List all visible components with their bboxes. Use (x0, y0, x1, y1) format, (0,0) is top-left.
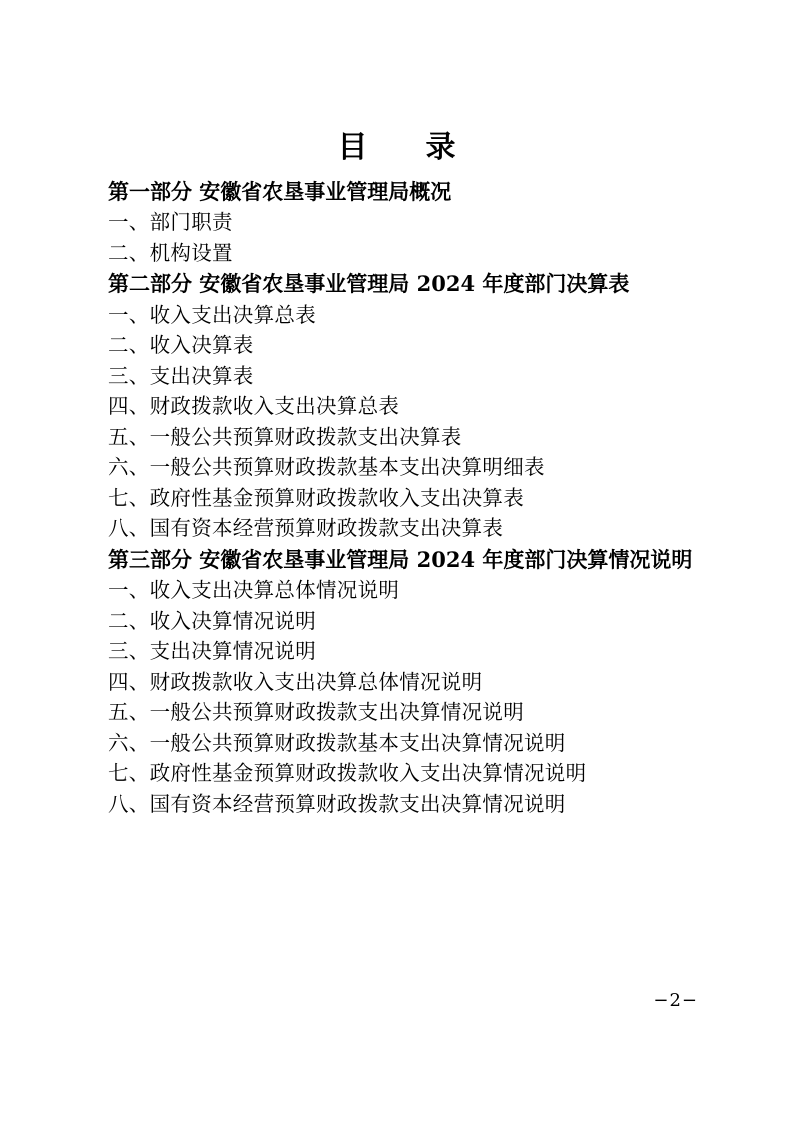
toc-entry-2-2[interactable]: 二、收入决算表 (108, 333, 254, 358)
toc-entry-3-6[interactable]: 六、一般公共预算财政拨款基本支出决算情况说明 (108, 730, 566, 755)
toc-entry-3-8[interactable]: 八、国有资本经营预算财政拨款支出决算情况说明 (108, 791, 566, 816)
toc-entry-part-1[interactable]: 第一部分 安徽省农垦事业管理局概况 (108, 179, 452, 204)
toc-entry-2-8[interactable]: 八、国有资本经营预算财政拨款支出决算表 (108, 516, 504, 541)
toc-entry-part-2[interactable]: 第二部分 安徽省农垦事业管理局 2024 年度部门决算表 (108, 271, 630, 297)
toc-entry-2-1[interactable]: 一、收入支出决算总表 (108, 302, 316, 327)
toc-entry-3-5[interactable]: 五、一般公共预算财政拨款支出决算情况说明 (108, 700, 524, 725)
toc-entry-3-2[interactable]: 二、收入决算情况说明 (108, 608, 316, 633)
toc-entry-3-4[interactable]: 四、财政拨款收入支出决算总体情况说明 (108, 669, 483, 694)
page-title: 目 录 (337, 130, 470, 165)
toc-entry-2-4[interactable]: 四、财政拨款收入支出决算总表 (108, 394, 400, 419)
table-of-contents (108, 176, 699, 819)
toc-entry-part-3[interactable]: 第三部分 安徽省农垦事业管理局 2024 年度部门决算情况说明 (108, 546, 693, 572)
toc-entry-2-6[interactable]: 六、一般公共预算财政拨款基本支出决算明细表 (108, 455, 545, 480)
toc-entry-2-7[interactable]: 七、政府性基金预算财政拨款收入支出决算表 (108, 485, 524, 510)
toc-entry-3-7[interactable]: 七、政府性基金预算财政拨款收入支出决算情况说明 (108, 761, 587, 786)
toc-entry-1-1[interactable]: 一、部门职责 (108, 210, 233, 235)
toc-entry-3-3[interactable]: 三、支出决算情况说明 (108, 639, 316, 664)
toc-entry-1-2[interactable]: 二、机构设置 (108, 240, 233, 265)
page-number: −2− (653, 990, 698, 1011)
toc-entry-2-5[interactable]: 五、一般公共预算财政拨款支出决算表 (108, 424, 462, 449)
toc-entry-3-1[interactable]: 一、收入支出决算总体情况说明 (108, 578, 400, 603)
toc-entry-2-3[interactable]: 三、支出决算表 (108, 363, 254, 388)
